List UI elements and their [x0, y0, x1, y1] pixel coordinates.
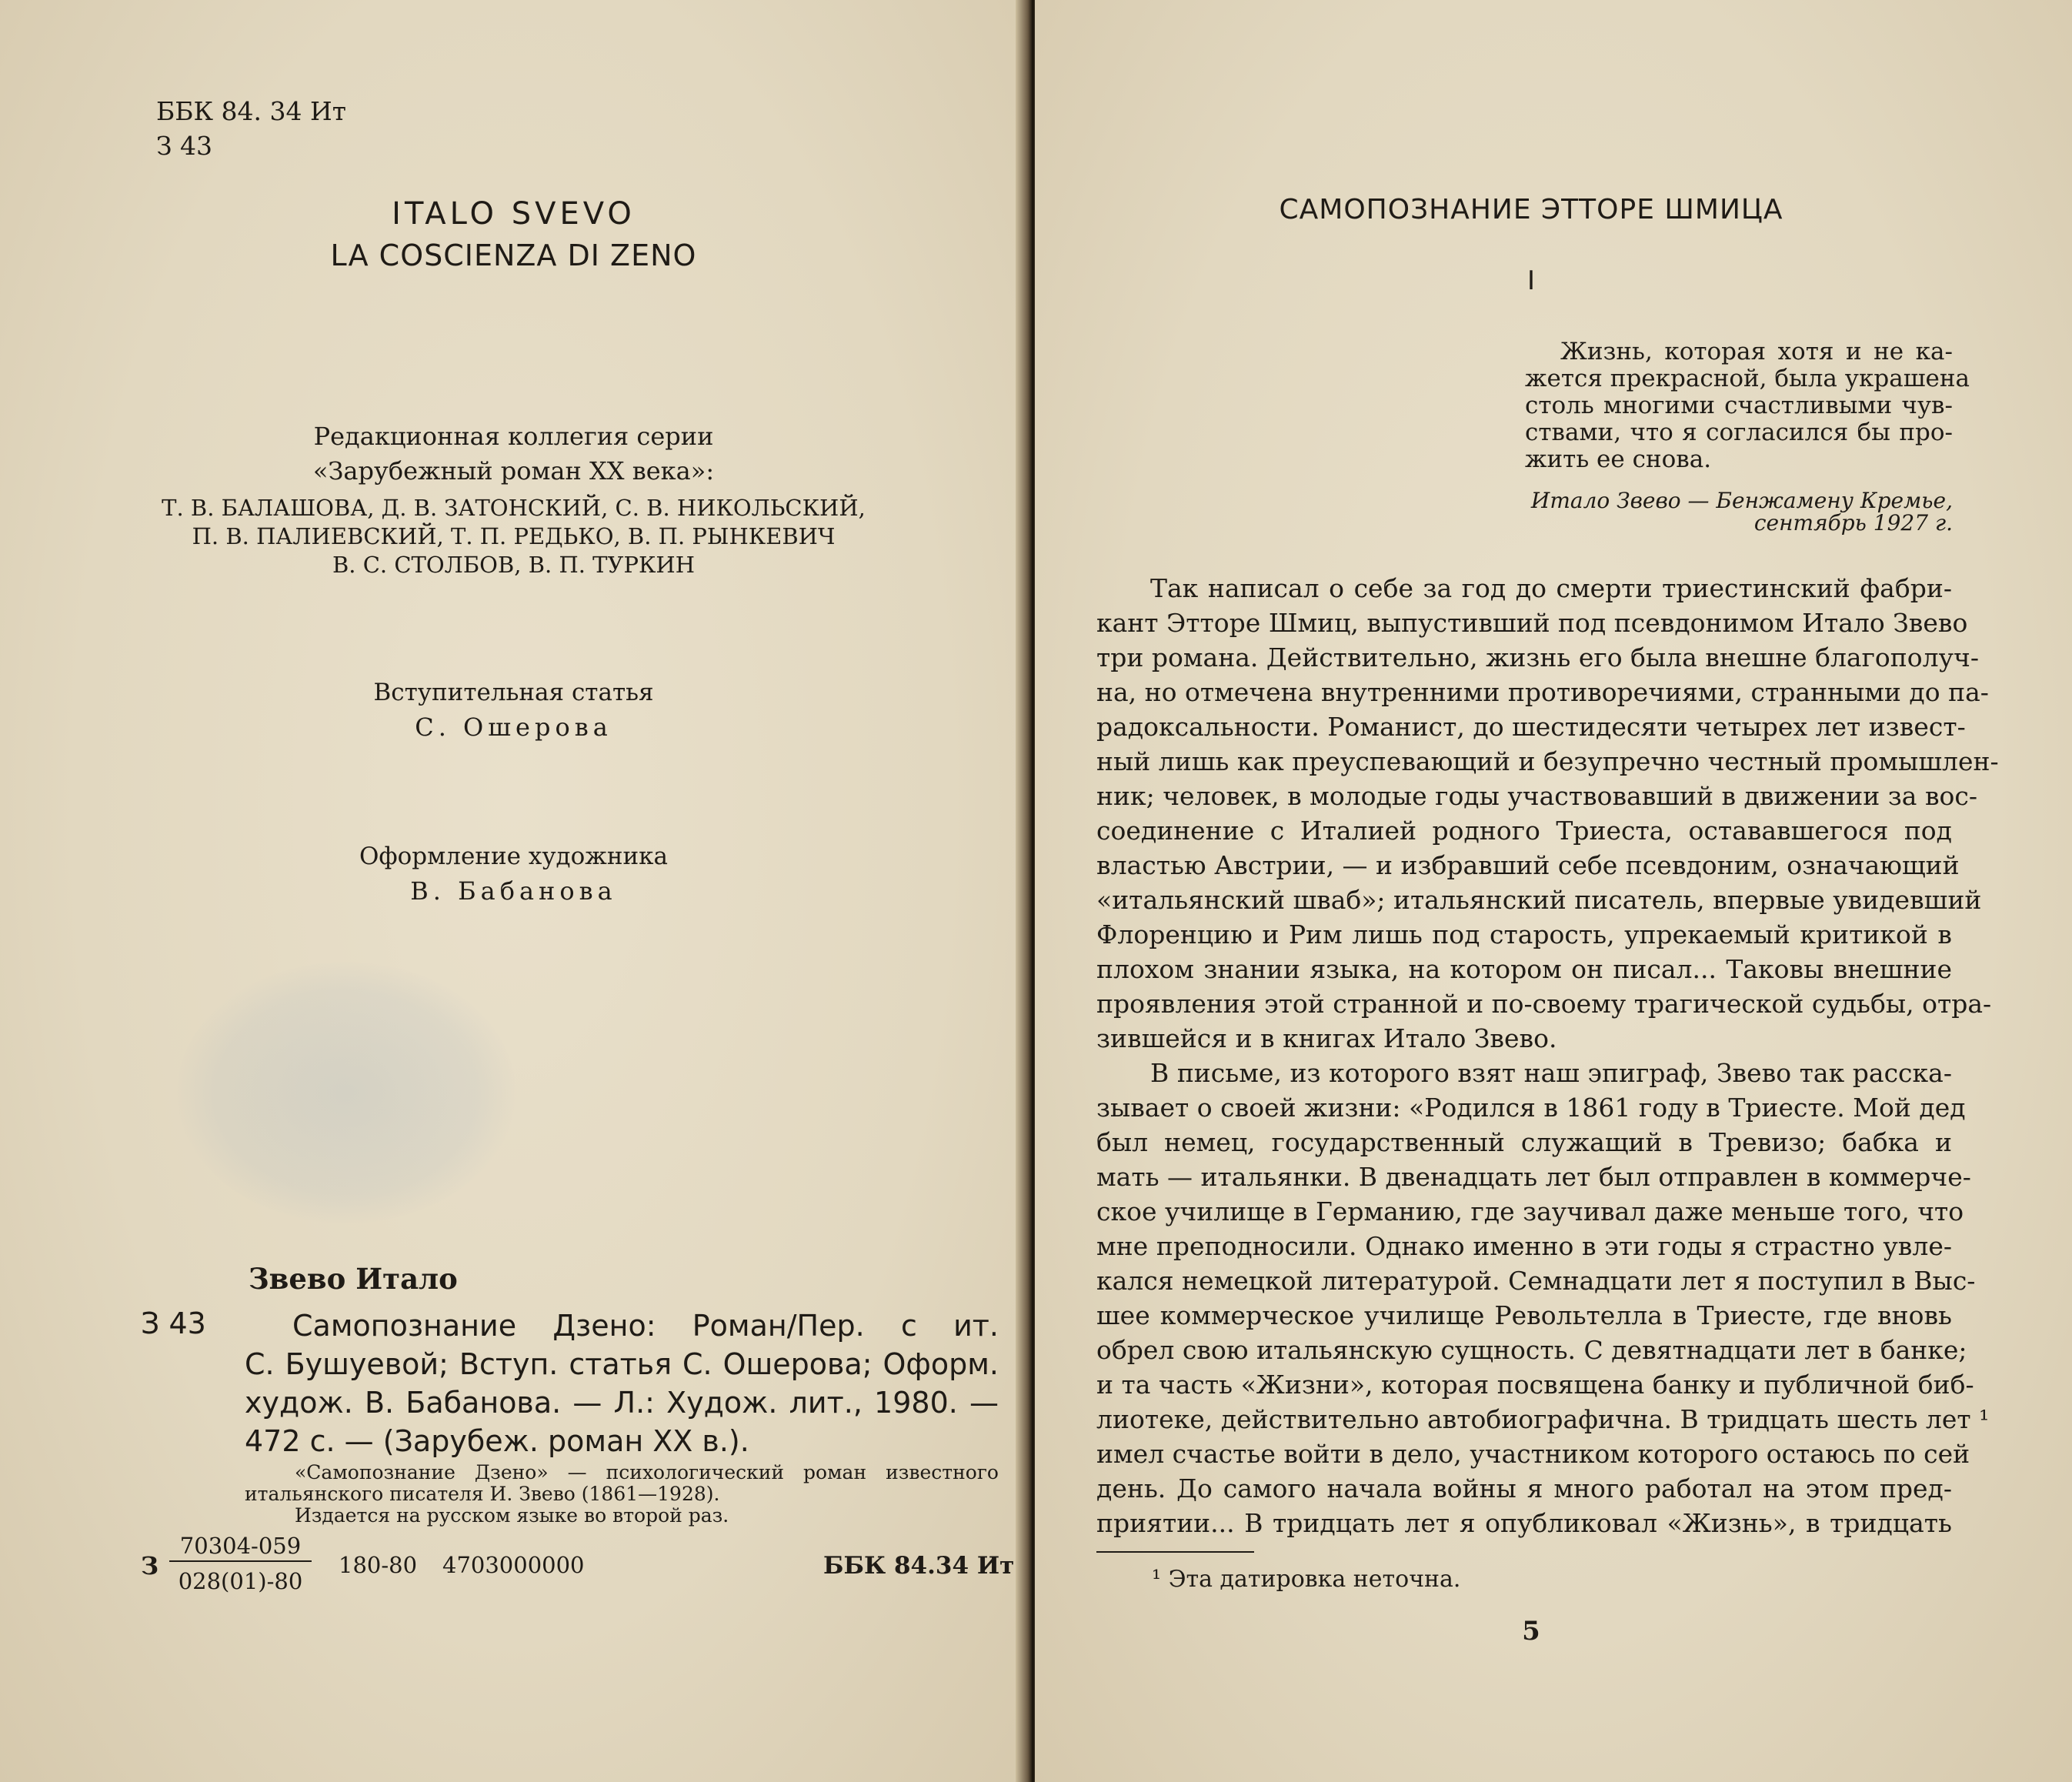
- annotation-line: «Самопознание Дзено» — психологический роман известного: [295, 1461, 999, 1483]
- editorial-board-label: Редакционная коллегия серии: [313, 422, 714, 451]
- body-line: В письме, из которого взят наш эпиграф, Звево так расска-: [1150, 1058, 1952, 1088]
- catalog-code: З 43: [141, 1306, 206, 1340]
- body-line: ское училище в Германию, где заучивал даже меньше того, что: [1096, 1196, 1964, 1226]
- body-line: день. До самого начала войны я много работал на этом пред-: [1096, 1473, 1952, 1503]
- epigraph-line: столь многими счастливыми чув-: [1525, 392, 1953, 419]
- index-denominator: 028(01)-80: [178, 1568, 303, 1594]
- body-line: властью Австрии, — и избравший себе псевдоним, означающий: [1096, 850, 1960, 880]
- epigraph-attribution-date: сентябрь 1927 г.: [1753, 510, 1953, 536]
- footnote-rule: [1096, 1551, 1254, 1553]
- section-number: I: [1526, 265, 1536, 296]
- original-title: LA COSCIENZA DI ZENO: [330, 239, 697, 272]
- board-members-line-3: В. С. СТОЛБОВ, В. П. ТУРКИН: [332, 552, 696, 578]
- annotation-line: Издается на русском языке во второй раз.: [295, 1504, 729, 1527]
- body-line: зившейся и в книгах Итало Звево.: [1096, 1023, 1557, 1053]
- body-line: шее коммерческое училище Револьтелла в Триесте, где вновь: [1096, 1300, 1952, 1330]
- body-line: Так написал о себе за год до смерти триестинский фабри-: [1150, 573, 1952, 603]
- body-line: мать — итальянки. В двенадцать лет был отправлен в коммерче-: [1096, 1162, 1971, 1192]
- catalog-entry-line: 472 с. — (Зарубеж. роман XX в.).: [245, 1424, 749, 1458]
- original-author: ITALO SVEVO: [392, 196, 636, 232]
- index-numerator: 70304-059: [169, 1533, 312, 1562]
- body-line: радоксальности. Романист, до шестидесяти четырех лет извест-: [1096, 712, 1966, 742]
- body-line: «итальянский шваб»; итальянский писатель, впервые увидевший: [1096, 885, 1982, 915]
- epigraph-line: ствами, что я согласился бы про-: [1525, 419, 1953, 446]
- body-line: соединение с Италией родного Триеста, остававшегося под: [1096, 816, 1952, 846]
- epigraph-line: жется прекрасной, была украшена: [1525, 365, 1970, 392]
- body-line: лиотеке, действительно автобиографична. В тридцать шесть лет ¹: [1096, 1404, 1990, 1434]
- body-line: имел счастье войти в дело, участником которого остаюсь по сей: [1096, 1439, 1970, 1469]
- catalog-entry-line: С. Бушуевой; Вступ. статья С. Ошерова; Оформ.: [245, 1347, 999, 1381]
- annotation-line: итальянского писателя И. Звево (1861—1928).: [245, 1483, 720, 1505]
- intro-label: Вступительная статья: [373, 679, 654, 706]
- left-page: [0, 0, 1027, 1782]
- chapter-heading: САМОПОЗНАНИЕ ЭТТОРЕ ШМИЦА: [1279, 194, 1783, 225]
- catalog-author: Звево Итало: [249, 1262, 458, 1296]
- catalog-code-top: З 43: [156, 131, 213, 161]
- body-line: ный лишь как преуспевающий и безупречно честный промышлен-: [1096, 746, 1999, 776]
- catalog-entry-line: Самопознание Дзено: Роман/Пер. с ит.: [292, 1309, 999, 1343]
- intro-author: С. Ошерова: [415, 712, 612, 742]
- body-line: кался немецкой литературой. Семнадцати лет я поступил в Выс-: [1096, 1266, 1976, 1296]
- body-line: кант Этторе Шмиц, выпустивший под псевдонимом Итало Звево: [1096, 608, 1968, 638]
- board-members-line-1: Т. В. БАЛАШОВА, Д. В. ЗАТОНСКИЙ, С. В. НИКОЛЬСКИЙ,: [162, 495, 866, 521]
- bbk-code-bottom: ББК 84.34 Ит: [823, 1552, 1015, 1580]
- index-code-2: 4703000000: [442, 1552, 585, 1578]
- design-author: В. Бабанова: [410, 876, 617, 906]
- series-title: «Зарубежный роман XX века»:: [312, 456, 715, 486]
- epigraph-line: жить ее снова.: [1525, 446, 1712, 473]
- epigraph-attribution: Итало Звево — Бенжамену Кремье,: [1530, 488, 1953, 513]
- board-members-line-2: П. В. ПАЛИЕВСКИЙ, Т. П. РЕДЬКО, В. П. РЫНКЕВИЧ: [192, 523, 836, 549]
- body-line: плохом знании языка, на котором он писал... Таковы внешние: [1096, 954, 1952, 984]
- body-line: был немец, государственный служащий в Тревизо; бабка и: [1096, 1127, 1952, 1157]
- library-stamp-icon: [177, 962, 515, 1223]
- body-line: обрел свою итальянскую сущность. С девятнадцати лет в банке;: [1096, 1335, 1967, 1365]
- body-line: три романа. Действительно, жизнь его была внешне благополуч-: [1096, 642, 1979, 672]
- body-line: ник; человек, в молодые годы участвовавший в движении за вос-: [1096, 781, 1978, 811]
- body-line: и та часть «Жизни», которая посвящена банку и публичной биб-: [1096, 1370, 1974, 1400]
- body-line: мне преподносили. Однако именно в эти годы я страстно увле-: [1096, 1231, 1952, 1261]
- epigraph-line: Жизнь, которая хотя и не ка-: [1560, 338, 1953, 365]
- index-letter: З: [141, 1551, 159, 1580]
- index-code-1: 180-80: [339, 1552, 418, 1578]
- design-label: Оформление художника: [359, 843, 669, 870]
- body-line: Флоренцию и Рим лишь под старость, упрекаемый критикой в: [1096, 919, 1952, 949]
- page-number: 5: [1522, 1616, 1540, 1647]
- body-line: на, но отмечена внутренними противоречиями, странными до па-: [1096, 677, 1989, 707]
- catalog-entry-line: худож. В. Бабанова. — Л.: Худож. лит., 1980. —: [245, 1386, 999, 1420]
- bbk-code-top: ББК 84. 34 Ит: [156, 96, 347, 126]
- body-line: проявления этой странной и по-своему трагической судьбы, отра-: [1096, 989, 1992, 1019]
- body-line: приятии... В тридцать лет я опубликовал «Жизнь», в тридцать: [1096, 1508, 1952, 1538]
- footnote: ¹ Эта датировка неточна.: [1152, 1566, 1461, 1593]
- body-line: зывает о своей жизни: «Родился в 1861 году в Триесте. Мой дед: [1096, 1093, 1966, 1123]
